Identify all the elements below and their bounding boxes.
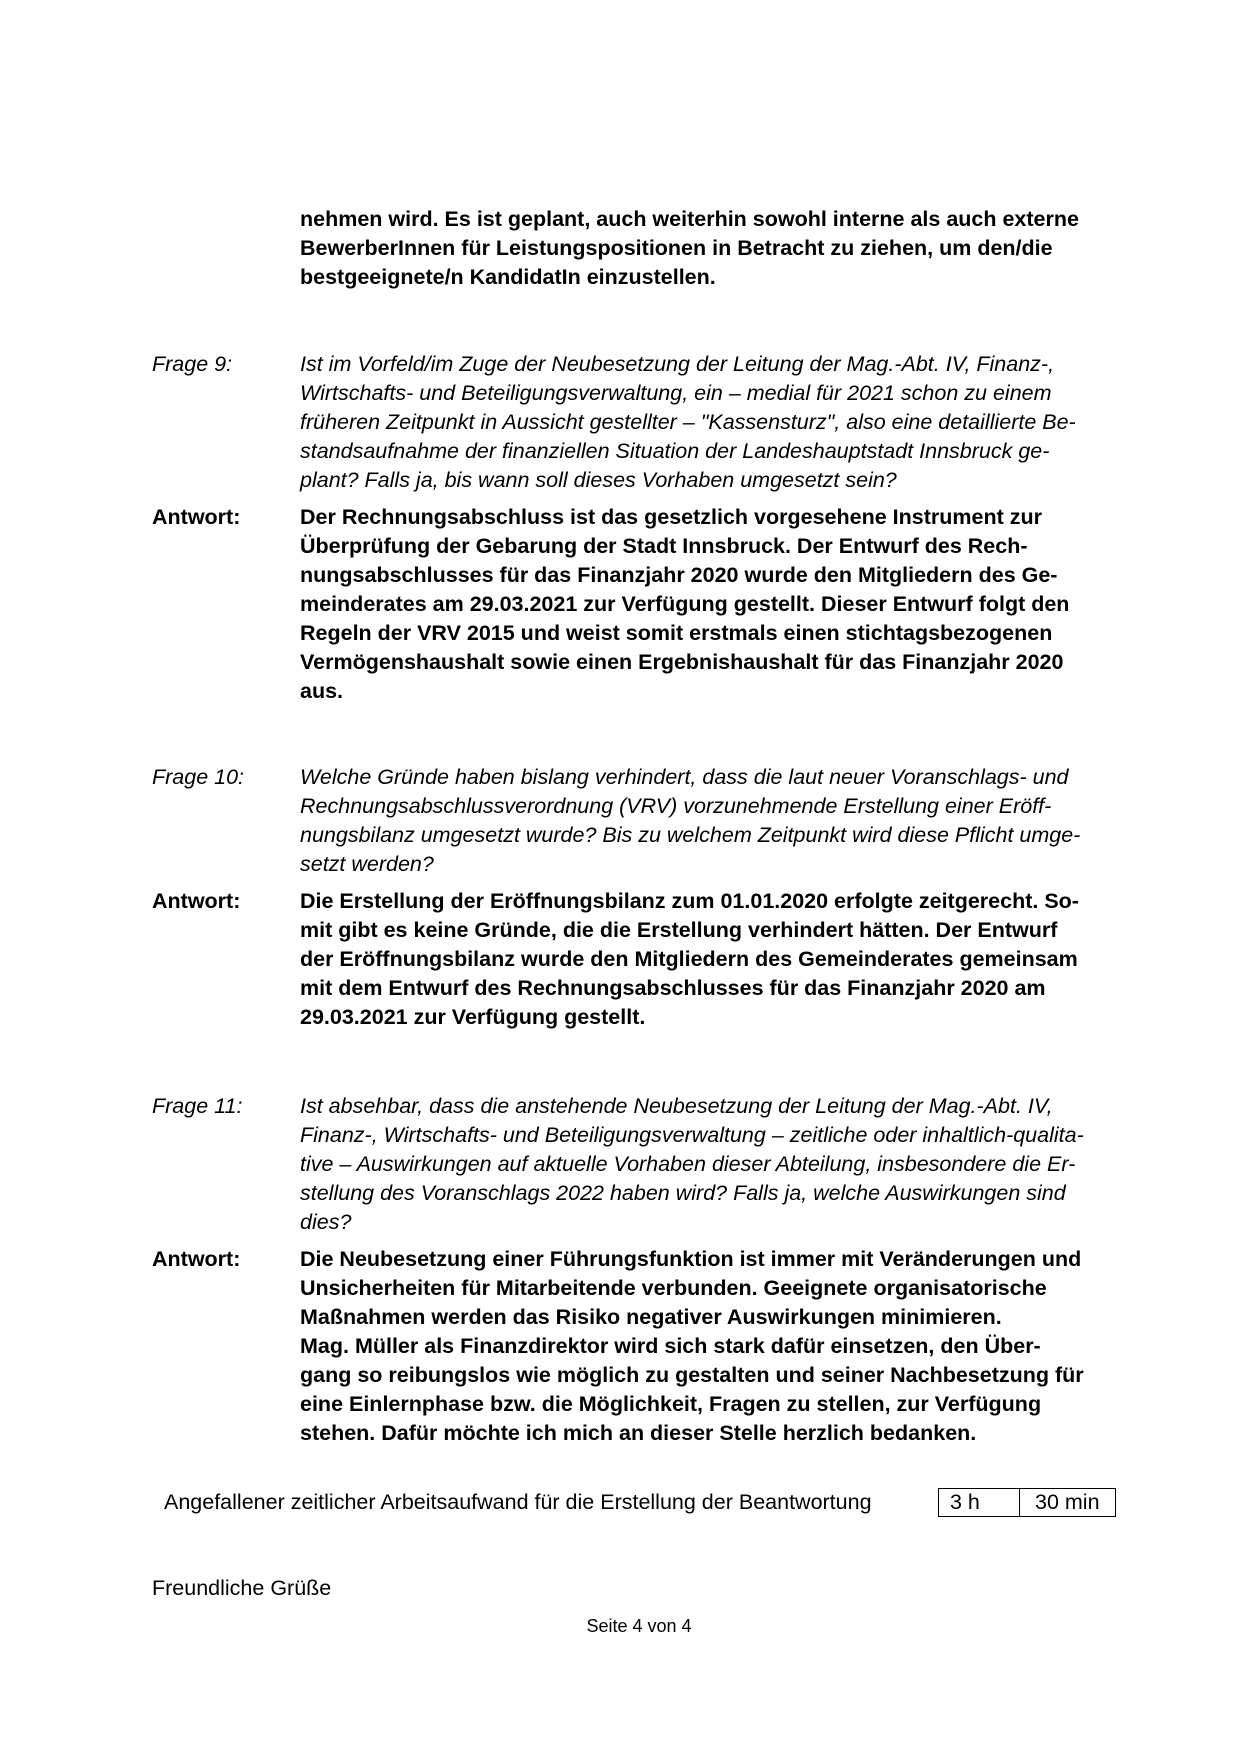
question-line: nungsbilanz umgesetzt wurde? Bis zu welchem Zeitpunkt wird diese Pflicht umge- <box>300 823 1081 847</box>
answer-line: Die Erstellung der Eröffnungsbilanz zum 01.01.2020 erfolgte zeitgerecht. So- <box>300 889 1079 913</box>
answer-line: Überprüfung der Gebarung der Stadt Innsbruck. Der Entwurf des Rech- <box>300 534 1028 558</box>
answer-line: aus. <box>300 679 344 703</box>
question-line: dies? <box>300 1210 352 1234</box>
question-line: Ist im Vorfeld/im Zuge der Neubesetzung der Leitung der Mag.-Abt. IV, Finanz-, <box>300 352 1055 376</box>
answer-line: 29.03.2021 zur Verfügung gestellt. <box>300 1005 646 1029</box>
answer-row <box>152 1245 1142 1448</box>
question-text <box>300 763 1080 879</box>
answer-line: Vermögenshaushalt sowie einen Ergebnishaushalt für das Finanzjahr 2020 <box>300 650 1064 674</box>
question-text <box>300 350 1076 495</box>
answer-text <box>300 887 1079 1032</box>
answer-line: mit dem Entwurf des Rechnungsabschlusses für das Finanzjahr 2020 am <box>300 976 1046 1000</box>
question-line: Welche Gründe haben bislang verhindert, dass die laut neuer Voranschlags- und <box>300 765 1069 789</box>
answer-line: eine Einlernphase bzw. die Möglichkeit, Fragen zu stellen, zur Verfügung <box>300 1392 1042 1416</box>
answer-line: der Eröffnungsbilanz wurde den Mitgliedern des Gemeinderates gemeinsam <box>300 947 1078 971</box>
answer-label: Antwort: <box>152 889 241 913</box>
continuation-line: BewerberInnen für Leistungspositionen in Betracht zu ziehen, um den/die <box>300 236 1053 260</box>
question-line: Rechnungsabschlussverordnung (VRV) vorzunehmende Erstellung einer Eröff- <box>300 794 1052 818</box>
answer-text <box>300 503 1069 706</box>
question-line: Finanz-, Wirtschafts- und Beteiligungsverwaltung – zeitliche oder inhaltlich-qualita- <box>300 1123 1084 1147</box>
question-label: Frage 11: <box>152 1094 243 1118</box>
answer-line: Maßnahmen werden das Risiko negativer Auswirkungen minimieren. <box>300 1305 1002 1329</box>
effort-minutes: 30 min <box>1035 1490 1100 1514</box>
qa-block-11 <box>152 1092 1142 1448</box>
question-line: standsaufnahme der finanziellen Situation der Landeshauptstadt Innsbruck ge- <box>300 439 1050 463</box>
answer-line: Unsicherheiten für Mitarbeitende verbunden. Geeignete organisatorische <box>300 1276 1047 1300</box>
effort-hours: 3 h <box>939 1489 1020 1516</box>
question-line: plant? Falls ja, bis wann soll dieses Vorhaben umgesetzt sein? <box>300 468 897 492</box>
question-label: Frage 9: <box>152 352 233 376</box>
closing-greeting: Freundliche Grüße <box>152 1576 332 1600</box>
continuation-line: nehmen wird. Es ist geplant, auch weiterhin sowohl interne als auch externe <box>300 207 1079 231</box>
question-line: setzt werden? <box>300 852 434 876</box>
answer-row <box>152 887 1142 1032</box>
question-row <box>152 350 1142 495</box>
answer-label: Antwort: <box>152 505 241 529</box>
answer-row <box>152 503 1142 706</box>
question-line: früheren Zeitpunkt in Aussicht gestellter – "Kassensturz", also eine detaillierte Be- <box>300 410 1076 434</box>
question-label: Frage 10: <box>152 765 245 789</box>
qa-block-9 <box>152 350 1142 706</box>
question-line: Wirtschafts- und Beteiligungsverwaltung, ein – medial für 2021 schon zu einem <box>300 381 1052 405</box>
answer-line: mit gibt es keine Gründe, die die Erstellung verhindert hätten. Der Entwurf <box>300 918 1058 942</box>
answer-line: Die Neubesetzung einer Führungsfunktion ist immer mit Veränderungen und <box>300 1247 1082 1271</box>
effort-row <box>164 1488 1124 1517</box>
answer-line: nungsabschlusses für das Finanzjahr 2020 wurde den Mitgliedern des Ge- <box>300 563 1058 587</box>
answer-line: gang so reibungslos wie möglich zu gestalten und seiner Nachbesetzung für <box>300 1363 1084 1387</box>
continuation-paragraph <box>300 205 1140 292</box>
answer-line: Mag. Müller als Finanzdirektor wird sich stark dafür einsetzen, den Über- <box>300 1334 1041 1358</box>
answer-line: Der Rechnungsabschluss ist das gesetzlich vorgesehene Instrument zur <box>300 505 1042 529</box>
answer-line: Regeln der VRV 2015 und weist somit erstmals einen stichtagsbezogenen <box>300 621 1053 645</box>
question-row <box>152 1092 1142 1237</box>
continuation-line: bestgeeignete/n KandidatIn einzustellen. <box>300 265 716 289</box>
qa-block-10 <box>152 763 1142 1032</box>
question-text <box>300 1092 1084 1237</box>
effort-table <box>938 1488 1116 1517</box>
question-row <box>152 763 1142 879</box>
question-line: stellung des Voranschlags 2022 haben wird? Falls ja, welche Auswirkungen sind <box>300 1181 1066 1205</box>
answer-text <box>300 1245 1084 1448</box>
answer-line: meinderates am 29.03.2021 zur Verfügung gestellt. Dieser Entwurf folgt den <box>300 592 1070 616</box>
question-line: tive – Auswirkungen auf aktuelle Vorhaben dieser Abteilung, insbesondere die Er- <box>300 1152 1076 1176</box>
answer-label: Antwort: <box>152 1247 241 1271</box>
page-number: Seite 4 von 4 <box>586 1616 692 1636</box>
question-line: Ist absehbar, dass die anstehende Neubesetzung der Leitung der Mag.-Abt. IV, <box>300 1094 1053 1118</box>
effort-label: Angefallener zeitlicher Arbeitsaufwand für die Erstellung der Beantwortung <box>164 1490 872 1514</box>
answer-line: stehen. Dafür möchte ich mich an dieser Stelle herzlich bedanken. <box>300 1421 977 1445</box>
